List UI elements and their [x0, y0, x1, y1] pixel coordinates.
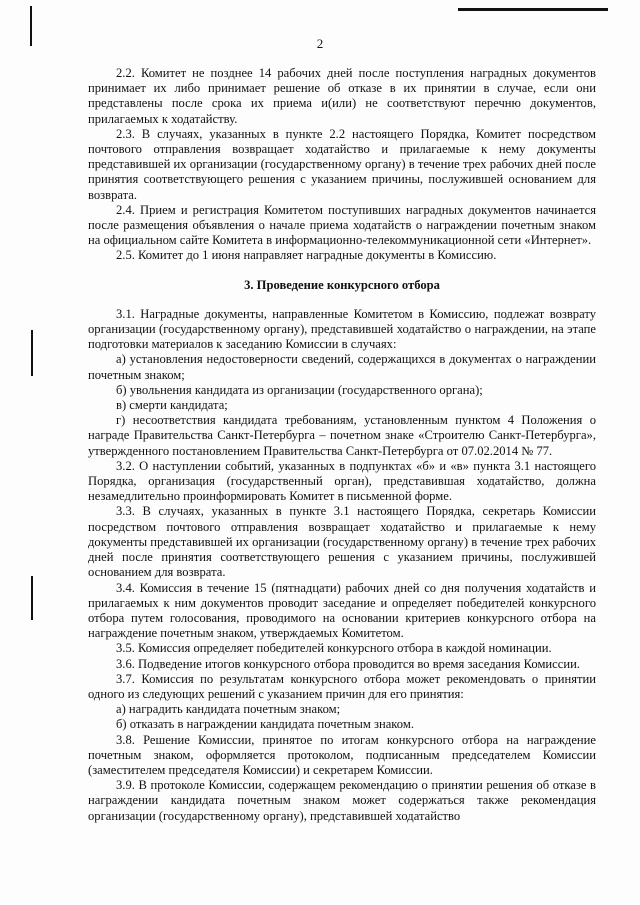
list-item-v: в) смерти кандидата;: [116, 398, 228, 413]
list-item-b: б) отказать в награждении кандидата почетным знаком.: [116, 717, 414, 732]
scan-left-edge-mark: [31, 576, 33, 620]
paragraph-3-7: 3.7. Комиссия по результатам конкурсного отбора может рекомендовать о принятии одного из следующих решений с указанием причин для его принятия:: [88, 671, 596, 701]
list-item-b: б) увольнения кандидата из организации (государственного органа);: [116, 382, 483, 397]
paragraph-2-4: 2.4. Прием и регистрация Комитетом поступивших наградных документов начинается после размещения объявления о начале приема ходатайств о награждении почетным знаком на официальном сайте Комитета в информационно-телекоммуникационной сети «Интернет».: [88, 202, 596, 248]
scan-left-edge-mark: [31, 330, 33, 376]
paragraph-2-3: 2.3. В случаях, указанных в пункте 2.2 настоящего Порядка, Комитет посредством почтового отправления возвращает ходатайство и прилагаемые к нему документы представившей их организации (государственному органу) в течение трех рабочих дней после принятия соответствующего решения с указанием причины, послужившей основанием для возврата.: [88, 126, 596, 202]
paragraph-3-3: 3.3. В случаях, указанных в пункте 3.1 настоящего Порядка, секретарь Комиссии посредством почтового отправления возвращает ходатайство и прилагаемые к нему документы представившей их организации (государственному органу) в течение трех рабочих дней после принятия соответствующего решения с указанием причины, послужившей основанием для возврата.: [88, 504, 596, 580]
paragraph-3-8: 3.8. Решение Комиссии, принятое по итогам конкурсного отбора на награждение почетным знаком, оформляется протоколом, подписанным председателем Комиссии (заместителем председателя Комиссии) и секретарем Комиссии.: [88, 732, 596, 777]
paragraph-3-5: 3.5. Комиссия определяет победителей конкурсного отбора в каждой номинации.: [116, 641, 552, 656]
scan-top-rule: [458, 8, 608, 11]
list-item-a: а) наградить кандидата почетным знаком;: [116, 702, 341, 717]
document-body: [88, 66, 596, 824]
paragraph-2-5: 2.5. Комитет до 1 июня направляет наградные документы в Комиссию.: [116, 248, 497, 263]
section-heading: 3. Проведение конкурсного отбора: [244, 277, 440, 292]
paragraph-3-9: 3.9. В протоколе Комиссии, содержащем рекомендацию о принятии решения об отказе в награждении кандидата почетным знаком может содержаться также рекомендация организации (государственному органу), представившей ходатайство: [88, 778, 596, 823]
list-item-g: г) несоответствия кандидата требованиям, установленным пунктом 4 Положения о награде Правительства Санкт-Петербурга – почетном знаке «Строителю Санкт-Петербурга», утвержденного постановлением Правительства Санкт-Петербурга от 07.02.2014 № 77.: [88, 413, 596, 458]
paragraph-2-2: 2.2. Комитет не позднее 14 рабочих дней после поступления наградных документов принимает их либо принимает решение об отказе в их принятии в случае, если они представлены после срока их приема и(или) не соответствуют перечню документов, прилагаемых к ходатайству.: [88, 66, 596, 126]
page-number: 2: [316, 36, 324, 51]
paragraph-3-6: 3.6. Подведение итогов конкурсного отбора проводится во время заседания Комиссии.: [116, 656, 580, 671]
paragraph-3-1: 3.1. Наградные документы, направленные Комитетом в Комиссию, подлежат возврату организации (государственному органу), представившей ходатайство о награждении, на этапе подготовки материалов к заседанию Комиссии в случаях:: [88, 306, 596, 352]
paragraph-3-2: 3.2. О наступлении событий, указанных в подпунктах «б» и «в» пункта 3.1 настоящего Порядка, организация (государственный орган), представившая ходатайство, должна незамедлительно проинформировать Комитет в письменной форме.: [88, 458, 596, 504]
list-item-a: а) установления недостоверности сведений, содержащихся в документах о награждении почетным знаком;: [88, 352, 596, 382]
paragraph-3-4: 3.4. Комиссия в течение 15 (пятнадцати) рабочих дней со дня получения ходатайств и прилагаемых к ним документов проводит заседание и определяет победителей конкурсного отбора путем голосования, проводимого на основании критериев конкурсного отбора на награждение почетным знаком, утверждаемых Комитетом.: [88, 580, 596, 641]
